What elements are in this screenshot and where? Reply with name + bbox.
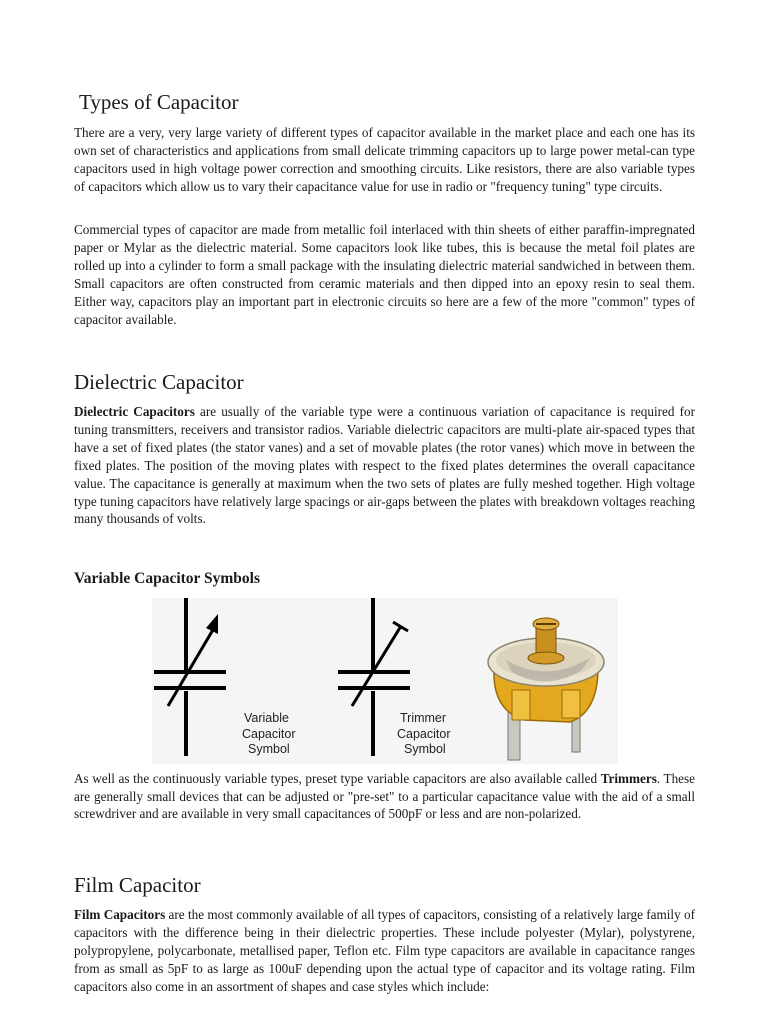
trimmers-bold: Trimmers <box>600 771 657 786</box>
symbols-heading: Variable Capacitor Symbols <box>74 570 261 587</box>
intro-paragraph-2: Commercial types of capacitor are made from metallic foil interlaced with thin sheets of either paraffin-impregnated paper or Mylar as the dielectric material. Some capacitors look like tubes, this is because the metal foil plates are rolled up into a cylinder to form a small package with the insulating dielectric material sandwiched in between them. Small capacitors are often constructed from ceramic materials and then dipped into an epoxy resin to seal them. Either way, capacitors play an important part in electronic circuits so here are a few of the more "common" types of capacitor available. <box>74 222 695 327</box>
dielectric-lead: Dielectric Capacitors <box>74 404 195 419</box>
variable-label-line-3: Symbol <box>248 742 290 756</box>
trimmer-label-line-1: Trimmer <box>400 711 447 725</box>
variable-label-line-1: Variable <box>244 711 289 725</box>
film-text: are the most commonly available of all types of capacitors, consisting of a relatively large family of capacitors with the difference being in their dielectric properties. These include polyester (Mylar), polystyrene, polypropylene, polycarbonate, metallised paper, Teflon etc. Film type capacitors are available in capacitance ranges from as small as 5pF to as large as 100uF depending upon the actual type of capacitor and its voltage rating. Film capacitors also come in an assortment of shapes and case styles which include: <box>74 907 695 994</box>
trimmers-text-post: . These are generally small devices that can be adjusted or "pre-set" to a particular capacitance value with the aid of a small screwdriver and are available in very small capacitances of 500pF or less and are non-polarized. <box>74 771 696 821</box>
film-heading: Film Capacitor <box>74 873 201 897</box>
dielectric-text: are usually of the variable type were a continuous variation of capacitance is required for tuning transmitters, receivers and transistor radios. Variable dielectric capacitors are multi-plate air-spaced types that have a set of fixed plates (the stator vanes) and a set of movable plates (the rotor vanes) which move in between the fixed plates. The position of the moving plates with respect to the fixed plates determines the overall capacitance value. The capacitance is generally at maximum when the two sets of plates are fully meshed together. High voltage type tuning capacitors have relatively large spacings or air-gaps between the plates with breakdown voltages reaching many thousands of volts. <box>74 404 695 527</box>
trimmer-capacitor-photo <box>488 618 604 760</box>
trimmers-text-pre: As well as the continuously variable types, preset type variable capacitors are also available called <box>74 771 601 786</box>
variable-label-line-2: Capacitor <box>242 727 296 741</box>
film-lead: Film Capacitors <box>74 907 166 922</box>
variable-capacitor-figure <box>152 598 618 764</box>
trimmer-label-line-3: Symbol <box>404 742 446 756</box>
variable-capacitor-symbol-icon <box>154 598 226 756</box>
film-paragraph <box>74 906 695 996</box>
dielectric-paragraph <box>74 403 695 528</box>
trimmers-paragraph <box>74 770 695 823</box>
page-title: Types of Capacitor <box>79 90 239 114</box>
intro-paragraph-1: There are a very, very large variety of different types of capacitor available in the market place and each one has its own set of characteristics and applications from small delicate trimming capacitors up to large power metal-can type capacitors used in high voltage power correction and smoothing circuits. Like resistors, there are also variable types of capacitors which allow us to vary their capacitance value for use in radio or "frequency tuning" type circuits. <box>74 125 695 194</box>
trimmer-label-line-2: Capacitor <box>397 727 451 741</box>
dielectric-heading: Dielectric Capacitor <box>74 370 244 394</box>
